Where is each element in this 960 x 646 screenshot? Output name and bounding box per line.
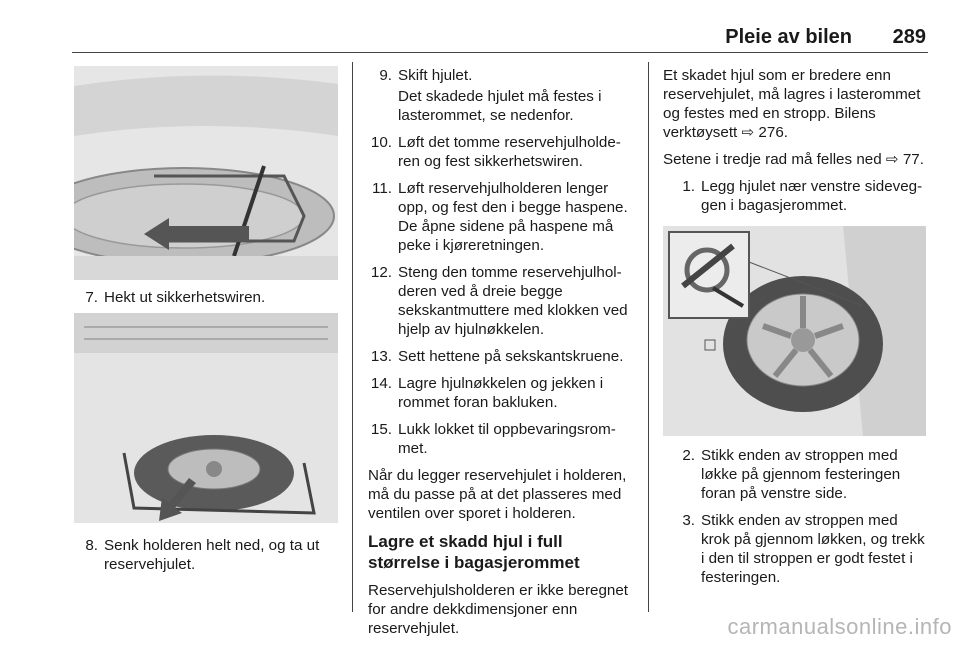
step-number: 9.	[379, 67, 392, 84]
list-item	[671, 511, 928, 587]
list-item	[671, 177, 928, 215]
column-3-top	[663, 66, 928, 223]
body-paragraph: Et skadet hjul som er bredere enn reservehjulet, må lagres i lasterommet og festes med en stropp. Bilens verktøysett ⇨ 276.	[663, 67, 921, 141]
step-text: Senk holderen helt ned, og ta ut reservehjulet.	[104, 537, 320, 573]
page-header	[72, 22, 928, 53]
body-paragraph: Setene i tredje rad må felles ned ⇨ 77.	[663, 151, 924, 168]
step-number: 11.	[372, 180, 392, 197]
step-text: Stikk enden av stroppen med løkke på gjennom festeringen foran på venstre side.	[701, 447, 901, 502]
col1-step8-block	[74, 536, 340, 582]
list-item	[671, 446, 928, 503]
step-text: Stikk enden av stroppen med krok på gjennom løkken, og trekk i den til stroppen er godt festet i festeringen.	[701, 512, 925, 586]
step-number: 15.	[370, 421, 392, 438]
body-paragraph: Når du legger reservehjulet i holderen, må du passe på at det plasseres med ventilen over sporet i holderen.	[368, 467, 627, 522]
step-text: Sett hettene på sekskantskruene.	[398, 348, 624, 365]
column-3-bottom	[663, 446, 928, 595]
list-item	[368, 179, 636, 255]
illustration-unhook-wire	[74, 66, 338, 280]
step-number: 14.	[370, 375, 392, 392]
list-item	[368, 263, 636, 339]
column-2	[368, 66, 636, 646]
column-divider	[648, 62, 649, 612]
step-text: Løft det tomme reservehjulholderen og fest sikkerhetswiren.	[398, 134, 621, 170]
list-item	[368, 66, 636, 85]
watermark: carmanualsonline.info	[727, 614, 952, 639]
page-number: 289	[892, 26, 926, 48]
list-item	[74, 536, 340, 574]
step-text: Skift hjulet.	[398, 67, 473, 84]
step-number: 8.	[85, 537, 98, 554]
step-number: 2.	[682, 447, 695, 464]
step-text: Lukk lokket til oppbevaringsrommet.	[398, 421, 616, 457]
illustration-lower-holder	[74, 313, 338, 523]
step-number: 13.	[370, 348, 392, 365]
step-number: 7.	[85, 289, 98, 306]
list-item	[368, 347, 636, 366]
step-number: 3.	[682, 512, 695, 529]
col1-step7-block	[74, 288, 340, 315]
step-text: Hekt ut sikkerhetswiren.	[104, 289, 266, 306]
list-item	[368, 420, 636, 458]
step-number: 1.	[682, 178, 695, 195]
list-item	[368, 374, 636, 412]
illustration-wheel-in-trunk	[663, 226, 926, 436]
page-title: Pleie av bilen	[725, 26, 852, 48]
step-text: Løft reservehjulholderen lenger opp, og fest den i begge haspene. De åpne sidene på haspene må peke i kjøreretningen.	[398, 180, 628, 254]
step-text: Legg hjulet nær venstre sideveggen i bagasjerommet.	[701, 178, 923, 214]
step-text: Lagre hjulnøkkelen og jekken i rommet foran bakluken.	[398, 375, 604, 411]
section-heading: Lagre et skadd hjul i full størrelse i bagasjerommet	[368, 532, 580, 572]
list-item	[368, 133, 636, 171]
step-note: Det skadede hjulet må festes i lasterommet, se nedenfor.	[398, 88, 602, 124]
step-number: 10.	[370, 134, 392, 151]
list-item	[74, 288, 340, 307]
step-number: 12.	[370, 264, 392, 281]
column-divider	[352, 62, 353, 612]
step-text: Steng den tomme reservehjulholderen ved å dreie begge sekskantmuttere med klokken ved hjelp av hjulnøkkelen.	[398, 264, 628, 338]
body-paragraph: Reservehjulsholderen er ikke beregnet for andre dekkdimensjoner enn reservehjulet.	[368, 582, 629, 637]
